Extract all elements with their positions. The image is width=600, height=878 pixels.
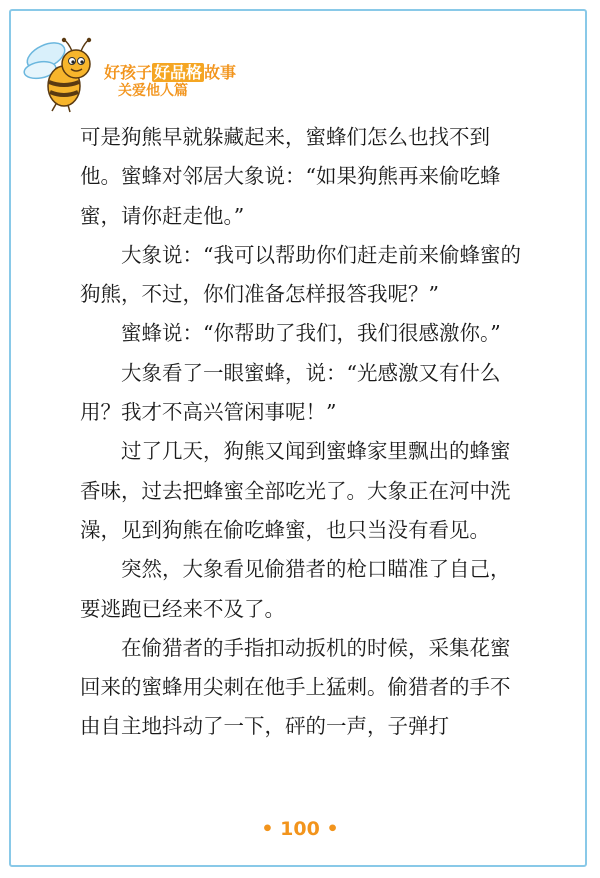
paragraph-1: 可是狗熊早就躲藏起来，蜜蜂们怎么也找不到他。蜜蜂对邻居大象说：“如果狗熊再来偷吃蜂蜜，请你赶走他。” <box>80 125 501 228</box>
volume-subtitle: 关爱他人篇 <box>118 83 188 99</box>
page-number: • 100 • <box>261 818 339 840</box>
paragraph-4: 大象看了一眼蜜蜂，说：“光感激又有什么用？我才不高兴管闲事呢！” <box>80 360 501 425</box>
paragraph-3: 蜜蜂说：“你帮助了我们，我们很感激你。” <box>121 321 501 346</box>
story-text <box>80 118 522 747</box>
paragraph-7: 在偷猎者的手指扣动扳机的时候，采集花蜜回来的蜜蜂用尖刺在他手上猛刺。偷猎者的手不由自主地抖动了一下，砰的一声，子弹打 <box>80 635 511 739</box>
series-title-part2: 故事 <box>204 63 237 82</box>
paragraph-5: 过了几天，狗熊又闻到蜜蜂家里飘出的蜂蜜香味，过去把蜂蜜全部吃光了。大象正在河中洗澡，见到狗熊在偷吃蜂蜜，也只当没有看见。 <box>80 439 511 542</box>
paragraph-6: 突然，大象看见偷猎者的枪口瞄准了自己，要逃跑已经来不及了。 <box>80 557 511 621</box>
series-title-highlight: 好品格 <box>154 63 203 82</box>
book-header <box>18 34 248 114</box>
paragraph-2: 大象说：“我可以帮助你们赶走前来偷蜂蜜的狗熊，不过，你们准备怎样报答我呢？” <box>80 242 521 307</box>
series-title-part1: 好孩子 <box>104 63 153 82</box>
bee-icon <box>18 34 113 114</box>
